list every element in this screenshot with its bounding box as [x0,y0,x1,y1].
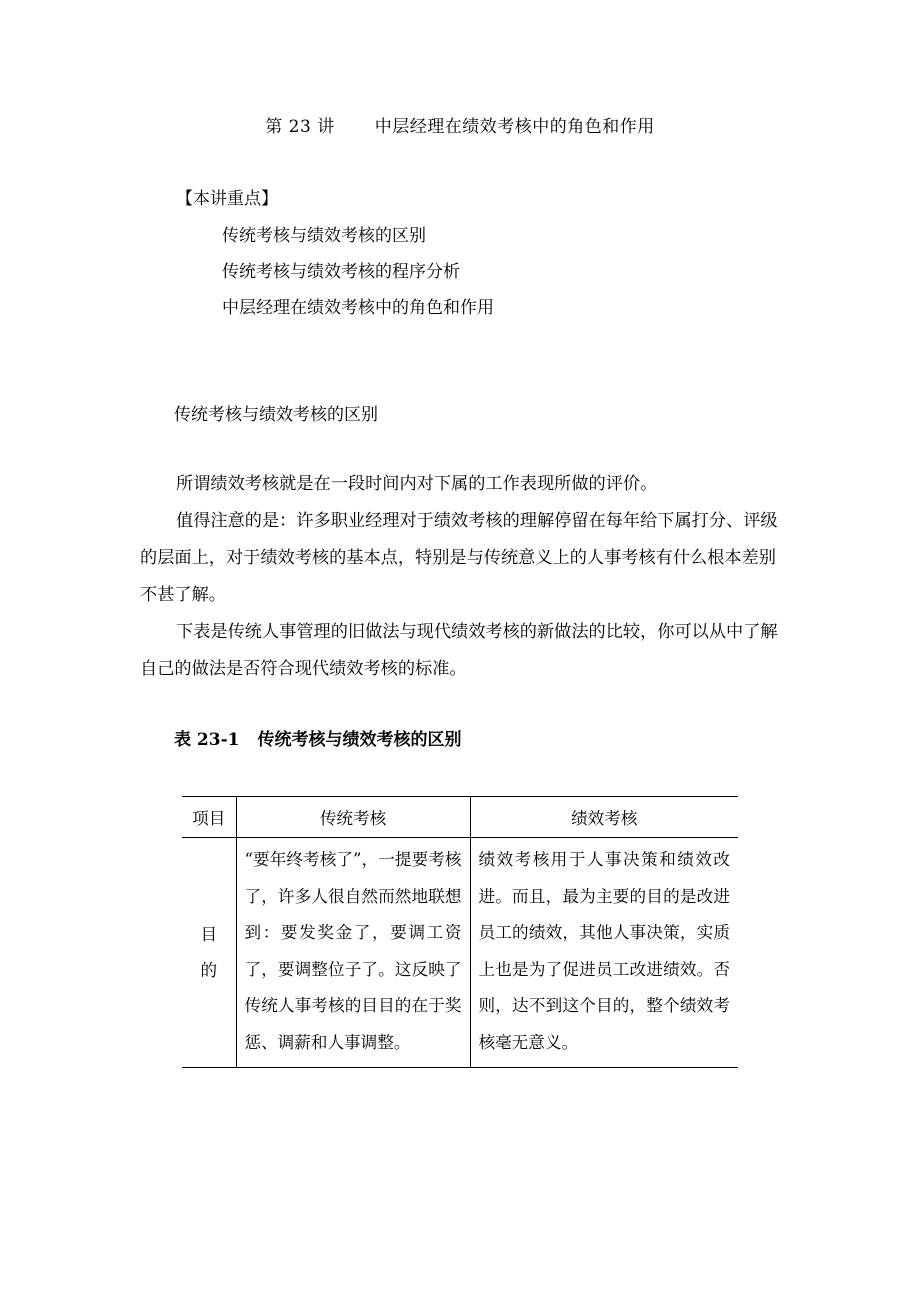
body-text [140,466,780,688]
row-item-char: 目 [200,924,218,944]
table-header-performance: 绩效考核 [470,797,738,838]
paragraph: 下表是传统人事管理的旧做法与现代绩效考核的新做法的比较，你可以从中了解自己的做法是否符合现代绩效考核的标准。 [140,622,778,679]
row-item-cell [182,838,236,1068]
key-point-item: 传统考核与绩效考核的区别 [222,226,426,246]
table-header-traditional: 传统考核 [236,797,470,838]
table-row [182,838,738,1068]
comparison-table [182,796,738,1068]
table-header-item: 项目 [182,797,236,838]
lecture-number: 第 23 讲 [265,117,335,137]
lecture-title [0,112,920,137]
table-caption-title: 传统考核与绩效考核的区别 [257,730,462,750]
key-points-heading: 【本讲重点】 [176,189,278,209]
row-item-char: 的 [200,960,218,980]
section-heading: 传统考核与绩效考核的区别 [174,405,378,425]
table-header-row [182,797,738,838]
performance-cell: 绩效考核用于人事决策和绩效改进。而且，最为主要的目的是改进员工的绩效，其他人事决策，实质上也是为了促进员工改进绩效。否则，达不到这个目的，整个绩效考核毫无意义。 [470,838,738,1068]
paragraph: 值得注意的是：许多职业经理对于绩效考核的理解停留在每年给下属打分、评级的层面上，对于绩效考核的基本点，特别是与传统意义上的人事考核有什么根本差别不甚了解。 [140,511,778,605]
key-point-item: 中层经理在绩效考核中的角色和作用 [222,298,494,318]
traditional-cell: “要年终考核了”，一提要考核了，许多人很自然而然地联想到：要发奖金了，要调工资了，要调整位子了。这反映了传统人事考核的目目的在于奖惩、调薪和人事调整。 [236,838,470,1068]
paragraph: 所谓绩效考核就是在一段时间内对下属的工作表现所做的评价。 [176,474,658,494]
table-caption [174,725,461,750]
lecture-title-text: 中层经理在绩效考核中的角色和作用 [374,117,655,137]
key-point-item: 传统考核与绩效考核的程序分析 [222,262,460,282]
table-caption-number: 表 23-1 [174,730,240,750]
